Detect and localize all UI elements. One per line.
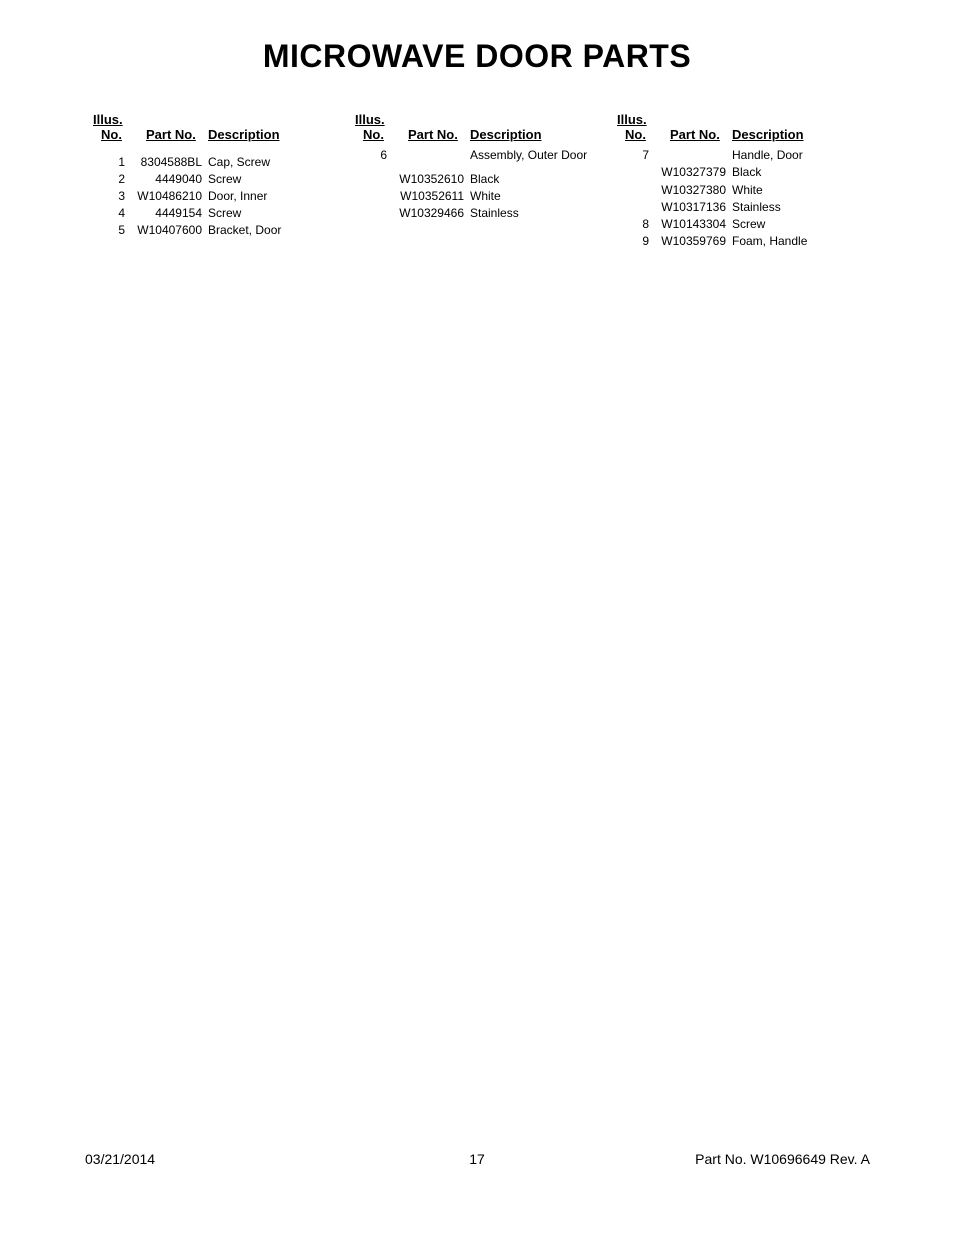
part-description: Assembly, Outer Door (470, 148, 588, 162)
part-number: 8304588BL (140, 155, 202, 169)
header-illus: Illus. (93, 112, 123, 127)
part-description: Stainless (470, 206, 519, 220)
page-title: MICROWAVE DOOR PARTS (262, 38, 692, 74)
illus-number: 2 (118, 172, 125, 186)
part-description: White (732, 183, 763, 197)
illus-number: 7 (642, 148, 649, 162)
part-number: W10352611 (400, 189, 464, 203)
part-description: Screw (208, 172, 242, 186)
part-description: Black (470, 172, 500, 186)
header-part-no: Part No. (146, 127, 196, 142)
part-number: W10359769 (661, 234, 726, 248)
part-number: W10407600 (137, 223, 202, 237)
illus-number: 1 (118, 155, 125, 169)
part-number: W10143304 (661, 217, 726, 231)
header-description: Description (732, 127, 804, 142)
part-number: W10352610 (399, 172, 464, 186)
footer-page-number: 17 (469, 1151, 485, 1167)
header-description: Description (208, 127, 280, 142)
header-illus: Illus. (617, 112, 647, 127)
illus-number: 3 (118, 189, 125, 203)
part-number: W10327380 (661, 183, 726, 197)
part-number: 4449154 (155, 206, 202, 220)
part-number: W10329466 (399, 206, 464, 220)
header-part-no: Part No. (670, 127, 720, 142)
part-description: Black (732, 165, 762, 179)
illus-number: 4 (118, 206, 125, 220)
part-number: 4449040 (155, 172, 202, 186)
illus-number: 9 (642, 234, 649, 248)
illus-number: 8 (642, 217, 649, 231)
part-description: Stainless (732, 200, 781, 214)
header-no: No. (363, 127, 384, 142)
part-number: W10317136 (661, 200, 726, 214)
header-no: No. (625, 127, 646, 142)
part-description: Screw (732, 217, 766, 231)
part-number: W10327379 (661, 165, 726, 179)
part-description: Foam, Handle (732, 234, 808, 248)
part-number: W10486210 (137, 189, 202, 203)
part-description: Screw (208, 206, 242, 220)
footer-date: 03/21/2014 (85, 1151, 156, 1167)
part-description: White (470, 189, 501, 203)
part-description: Handle, Door (732, 148, 803, 162)
header-no: No. (101, 127, 122, 142)
footer-part-number: Part No. W10696649 Rev. A (695, 1151, 870, 1167)
header-description: Description (470, 127, 542, 142)
header-illus: Illus. (355, 112, 385, 127)
part-description: Bracket, Door (208, 223, 282, 237)
illus-number: 6 (380, 148, 387, 162)
part-description: Door, Inner (208, 189, 268, 203)
header-part-no: Part No. (408, 127, 458, 142)
illus-number: 5 (118, 223, 125, 237)
part-description: Cap, Screw (208, 155, 271, 169)
